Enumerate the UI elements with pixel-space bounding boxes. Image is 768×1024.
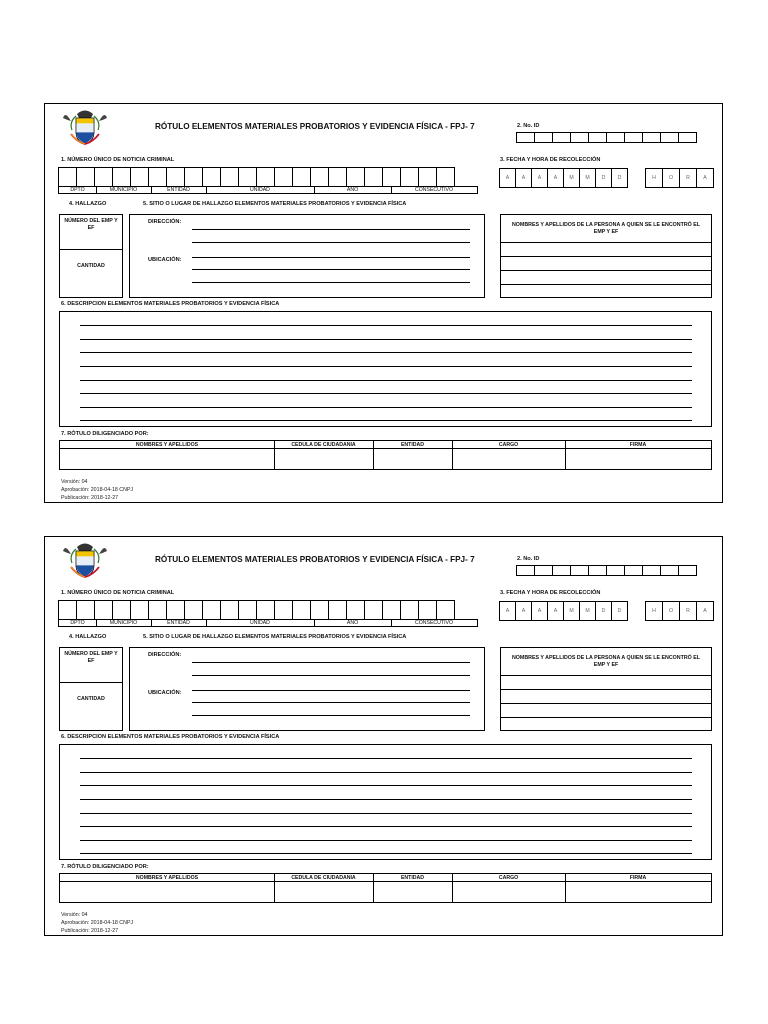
direccion-line-2[interactable]	[192, 675, 470, 676]
section-7-label: 7. RÓTULO DILIGENCIADO POR:	[61, 864, 149, 870]
form-title: RÓTULO ELEMENTOS MATERIALES PROBATORIOS Y EVIDENCIA FÍSICA - FPJ- 7	[155, 122, 475, 131]
ubicacion-line-1[interactable]	[192, 690, 470, 691]
date-field[interactable]: A A A A M M D D	[500, 601, 628, 621]
subheader-entidad: ENTIDAD	[167, 187, 190, 193]
sitio-box	[129, 214, 485, 298]
cantidad-label: CANTIDAD	[77, 696, 105, 702]
col-entidad: ENTIDAD	[400, 875, 425, 881]
evidence-label-form	[44, 103, 723, 503]
approval-text: Aprobación: 2018-04-18 CNPJ	[61, 487, 134, 493]
noticia-criminal-field[interactable]	[59, 600, 455, 620]
version-footer	[61, 911, 133, 935]
persona-label: NOMBRES Y APELLIDOS DE LA PERSONA A QUIEN SE LE ENCONTRÓ EL EMP Y EF	[511, 655, 701, 668]
col-firma: FIRMA	[629, 875, 647, 881]
col-firma: FIRMA	[629, 442, 647, 448]
subheader-ano: AÑO	[346, 187, 359, 193]
subheader-consecutivo: CONSECUTIVO	[414, 620, 454, 626]
col-nombres: NOMBRES Y APELLIDOS	[135, 442, 199, 448]
section-3-label: 3. FECHA Y HORA DE RECOLECCIÓN	[500, 157, 601, 163]
section-4-label: 4. HALLAZGO	[69, 201, 107, 207]
col-entidad: ENTIDAD	[400, 442, 425, 448]
subheader-municipio: MUNICIPIO	[109, 620, 138, 626]
subheader-entidad: ENTIDAD	[167, 620, 190, 626]
direccion-label: DIRECCIÓN:	[148, 652, 182, 658]
hour-field[interactable]: H O R A	[646, 601, 714, 621]
subheader-municipio: MUNICIPIO	[109, 187, 138, 193]
noticia-criminal-field[interactable]	[59, 167, 455, 187]
no-id-label: 2. No. ID	[517, 556, 540, 562]
hallazgo-box	[59, 647, 123, 731]
col-cedula: CEDULA DE CIUDADANIA	[291, 875, 356, 881]
section-7-label: 7. RÓTULO DILIGENCIADO POR:	[61, 431, 149, 437]
subheader-dpto: DPTO	[70, 620, 85, 626]
form-title: RÓTULO ELEMENTOS MATERIALES PROBATORIOS Y EVIDENCIA FÍSICA - FPJ- 7	[155, 555, 475, 564]
col-nombres: NOMBRES Y APELLIDOS	[135, 875, 199, 881]
section-4-label: 4. HALLAZGO	[69, 634, 107, 640]
ubicacion-line-1[interactable]	[192, 257, 470, 258]
no-id-field[interactable]	[517, 132, 697, 143]
ubicacion-line-2[interactable]	[192, 702, 470, 703]
ubicacion-label: UBICACIÓN:	[148, 257, 182, 263]
persona-box	[500, 214, 712, 298]
subheader-unidad: UNIDAD	[250, 187, 270, 193]
direccion-label: DIRECCIÓN:	[148, 219, 182, 225]
section-1-label: 1. NÚMERO ÚNICO DE NOTICIA CRIMINAL	[61, 157, 175, 163]
direccion-line-2[interactable]	[192, 242, 470, 243]
persona-label: NOMBRES Y APELLIDOS DE LA PERSONA A QUIEN SE LE ENCONTRÓ EL EMP Y EF	[511, 222, 701, 235]
subheader-ano: AÑO	[346, 620, 359, 626]
date-field[interactable]: A A A A M M D D	[500, 168, 628, 188]
direccion-line-1[interactable]	[192, 229, 470, 230]
publication-text: Publicación: 2018-12-27	[61, 495, 119, 501]
col-cargo: CARGO	[498, 442, 519, 448]
cantidad-label: CANTIDAD	[77, 263, 105, 269]
noticia-subheaders	[58, 619, 478, 627]
subheader-unidad: UNIDAD	[250, 620, 270, 626]
diligenciado-table	[59, 440, 712, 470]
hour-field[interactable]: H O R A	[646, 168, 714, 188]
ubicacion-line-3[interactable]	[192, 715, 470, 716]
col-cargo: CARGO	[498, 875, 519, 881]
section-3-label: 3. FECHA Y HORA DE RECOLECCIÓN	[500, 590, 601, 596]
version-text: Versión: 04	[61, 479, 88, 485]
section-5-label: 5. SITIO O LUGAR DE HALLAZGO ELEMENTOS MATERIALES PROBATORIOS Y EVIDENCIA FÍSICA	[143, 201, 407, 207]
section-1-label: 1. NÚMERO ÚNICO DE NOTICIA CRIMINAL	[61, 590, 175, 596]
section-6-label: 6. DESCRIPCION ELEMENTOS MATERIALES PROBATORIOS Y EVIDENCIA FÍSICA	[61, 301, 280, 307]
sitio-box	[129, 647, 485, 731]
no-id-label: 2. No. ID	[517, 123, 540, 129]
ubicacion-line-2[interactable]	[192, 269, 470, 270]
numero-label: NÚMERO DEL EMP Y EF	[64, 218, 118, 231]
coat-of-arms-icon	[63, 108, 107, 146]
approval-text: Aprobación: 2018-04-18 CNPJ	[61, 920, 134, 926]
hallazgo-box	[59, 214, 123, 298]
direccion-line-1[interactable]	[192, 662, 470, 663]
ubicacion-label: UBICACIÓN:	[148, 690, 182, 696]
version-footer	[61, 478, 133, 502]
noticia-subheaders	[58, 186, 478, 194]
persona-box	[500, 647, 712, 731]
ubicacion-line-3[interactable]	[192, 282, 470, 283]
section-6-label: 6. DESCRIPCION ELEMENTOS MATERIALES PROBATORIOS Y EVIDENCIA FÍSICA	[61, 734, 280, 740]
subheader-consecutivo: CONSECUTIVO	[414, 187, 454, 193]
section-5-label: 5. SITIO O LUGAR DE HALLAZGO ELEMENTOS MATERIALES PROBATORIOS Y EVIDENCIA FÍSICA	[143, 634, 407, 640]
col-cedula: CEDULA DE CIUDADANIA	[291, 442, 356, 448]
diligenciado-table	[59, 873, 712, 903]
descripcion-box[interactable]	[59, 744, 712, 860]
subheader-dpto: DPTO	[70, 187, 85, 193]
evidence-label-form	[44, 536, 723, 936]
descripcion-box[interactable]	[59, 311, 712, 427]
publication-text: Publicación: 2018-12-27	[61, 928, 119, 934]
numero-label: NÚMERO DEL EMP Y EF	[64, 651, 118, 664]
no-id-field[interactable]	[517, 565, 697, 576]
version-text: Versión: 04	[61, 912, 88, 918]
coat-of-arms-icon	[63, 541, 107, 579]
